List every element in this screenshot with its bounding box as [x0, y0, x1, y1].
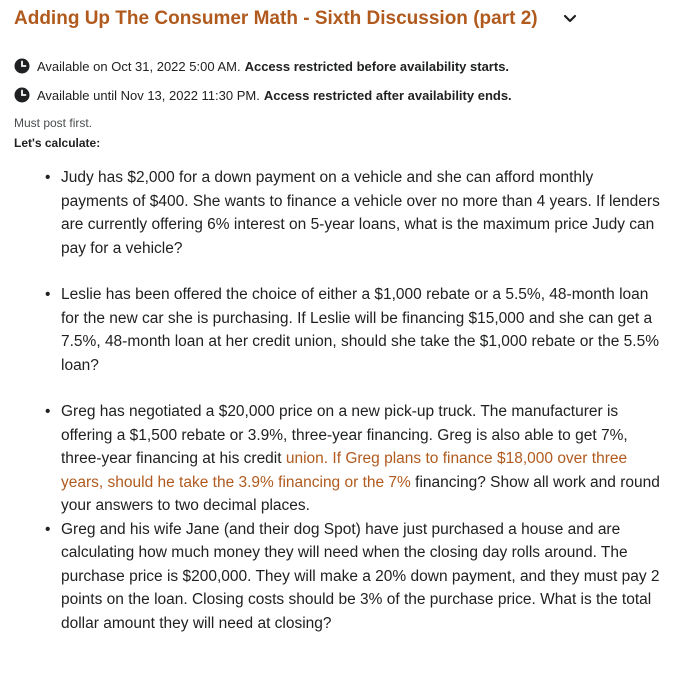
question-text: Greg and his wife Jane (and their dog Spot) have just purchased a house and are calculating how much money they will need when the closing day rolls around. The purchase price is $200,000. They will make a 20% down payment, and they must pay 2 points on the loan. Closing costs should be 3% of the purchase price. What is the total dollar amount they will need at closing?: [61, 520, 660, 632]
availability-start-restriction: Access restricted before availability starts.: [244, 58, 510, 74]
highlighted-text: union. If Greg plans to finance $18,000 over three years, should he take the 3.9% financing or the 7%: [61, 450, 628, 491]
clock-icon: [14, 58, 30, 74]
question-text: Leslie has been offered the choice of either a $1,000 rebate or a 5.5%, 48-month loan for the new car she is purchasing. If Leslie will be financing $15,000 and she can get a 7.5%, 48-month loan at her credit union, should she take the $1,000 rebate or the 5.5% loan?: [61, 286, 660, 374]
availability-end-text: Available until Nov 13, 2022 11:30 PM.: [37, 87, 260, 103]
availability-start-text: Available on Oct 31, 2022 5:00 AM.: [37, 58, 241, 74]
must-post-note: Must post first.: [14, 116, 93, 130]
question-text: financing? Show all work and round your answers to two decimal places.: [61, 473, 660, 514]
question-text: Judy has $2,000 for a down payment on a vehicle and she can afford monthly payments of $400. She wants to finance a vehicle over no more than 4 years. If lenders are currently offering 6% interest on 5-year loans, what is the maximum price Judy can pay for a vehicle?: [61, 169, 660, 257]
chevron-down-icon[interactable]: [562, 11, 578, 27]
availability-end-restriction: Access restricted after availability ends.: [263, 87, 512, 103]
discussion-header: [14, 8, 579, 30]
question-list: [14, 166, 661, 635]
page-title: Adding Up The Consumer Math - Sixth Discussion (part 2): [14, 8, 538, 29]
clock-icon: [14, 87, 30, 103]
question-text: Greg has negotiated a $20,000 price on a new pick-up truck. The manufacturer is offering a $1,500 rebate or 3.9%, three-year financing. Greg is also able to get 7%, three-year financing at his credit: [61, 403, 628, 467]
list-item: [61, 166, 661, 260]
availability-end: [14, 87, 512, 103]
list-item: [61, 283, 661, 377]
list-item: [61, 518, 661, 636]
intro-label: Let's calculate:: [14, 136, 101, 150]
list-item: [61, 400, 661, 518]
availability-start: [14, 58, 509, 74]
